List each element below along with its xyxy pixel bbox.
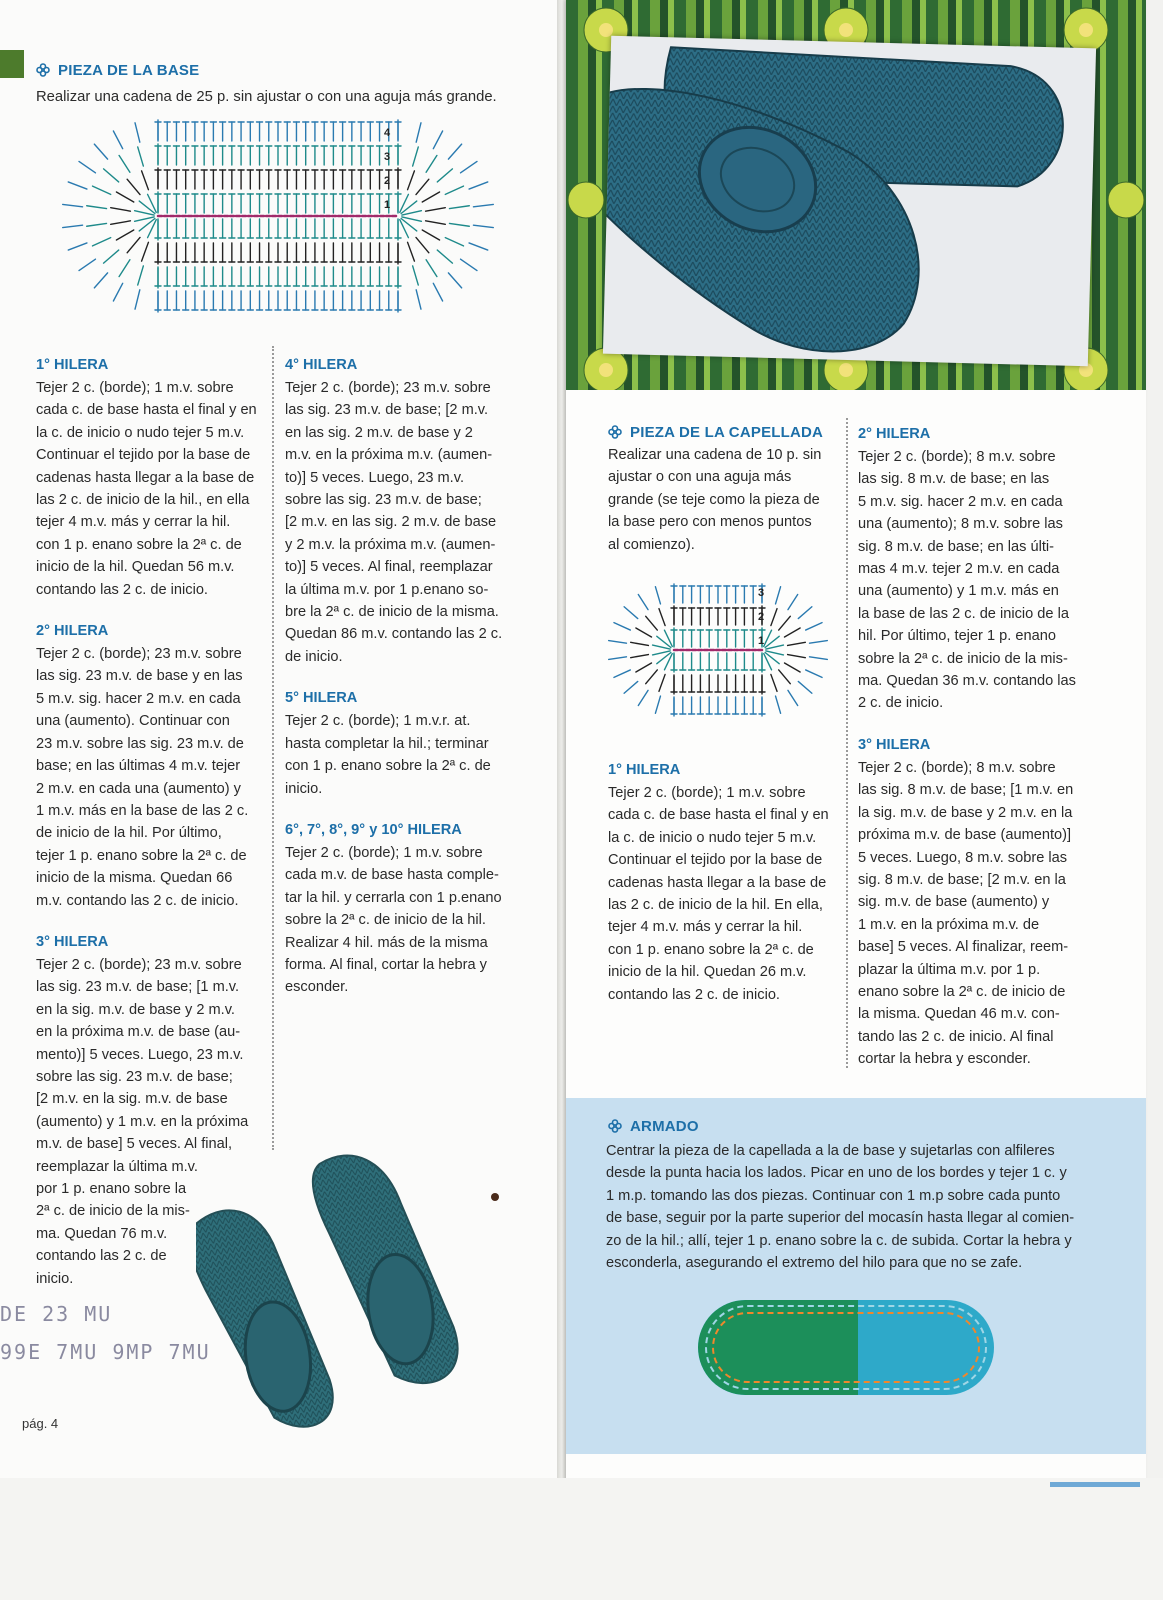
instruction-line: Tejer 2 c. (borde); 1 m.v. sobre [285,844,483,861]
capellada-intro [608,444,838,556]
instruction-line: Quedan 86 m.v. contando las 2 c. [285,626,503,643]
row-label: 3 [758,587,765,599]
instruction-line: 2ª c. de inicio de la mis- [36,1203,190,1220]
instruction-line: contando las 2 c. de inicio. [36,581,208,598]
handwritten-note-1: DE 23 MU [0,1302,113,1326]
instruction-line: Continuar el tejido por la base de [608,852,823,869]
row-heading: 6°, 7°, 8°, 9° y 10° HILERA [285,821,462,838]
capellada-col-1 [608,760,840,1006]
instruction-line: to)] 5 veces. Al final, reemplazar [285,559,493,576]
instruction-line: bre la 2ª c. de inicio de la misma. [285,604,499,621]
instruction-line: en las sig. 2 m.v. de base y 2 [285,424,473,441]
instruction-line: cortar la hebra y esconder. [858,1051,1031,1068]
instruction-line: la sig. m.v. de base y 2 m.v. en la [858,804,1073,821]
instruction-line: tar la hil. y cerrarla con 1 p.enano [285,889,502,906]
row-heading: 2° HILERA [36,623,109,640]
instruction-line: zo de la hil.; allí, tejer 1 p. enano sobre la c. de subida. Cortar la hebra y [606,1232,1072,1249]
instruction-line: con 1 p. enano sobre la 2ª c. de [285,758,491,775]
base-crochet-diagram [58,116,498,316]
row-instruction [285,688,525,800]
instruction-line: to)] 5 veces. Luego, 23 m.v. [285,469,465,486]
instruction-line: inicio de la hil. Quedan 26 m.v. [608,964,807,981]
capellada-section-title: PIEZA DE LA CAPELLADA [608,424,823,441]
instruction-line: sig. 8 m.v. de base; [2 m.v. en la [858,871,1066,888]
instruction-line: [2 m.v. en la sig. m.v. de base [36,1091,228,1108]
instruction-line: sobre las sig. 23 m.v. de base; [36,1068,233,1085]
row-label: 3 [384,151,391,163]
row-instruction [285,820,525,999]
flower-icon [36,63,50,77]
instruction-line: grande (se teje como la pieza de [608,491,820,508]
capellada-col-2 [858,424,1098,1071]
instruction-line: ajustar o con una aguja más [608,469,792,486]
base-section-title: PIEZA DE LA BASE [36,62,199,79]
moccasin-photo [603,36,1096,367]
instruction-line: [2 m.v. en las sig. 2 m.v. de base [285,514,497,531]
row-label: 2 [758,611,765,623]
next-page-edge [1050,1482,1140,1487]
instruction-line: sig. 8 m.v. de base; en las últi- [858,538,1055,555]
instruction-line: las sig. 23 m.v. de base y en las [36,668,243,685]
instruction-line: 5 veces. Luego, 8 m.v. sobre las [858,849,1068,866]
row-heading: 1° HILERA [36,357,109,373]
instruction-line: cada m.v. de base hasta comple- [285,867,499,884]
instruction-line: mas 4 m.v. tejer 2 m.v. en cada [858,561,1060,578]
instruction-line: Tejer 2 c. (borde); 23 m.v. sobre [36,956,242,973]
instruction-line: hil. Por último, tejer 1 p. enano [858,628,1056,645]
instruction-line: con 1 p. enano sobre la 2ª c. de [36,536,242,553]
base-intro: Realizar una cadena de 25 p. sin ajustar o con una aguja más grande. [36,89,497,105]
instruction-line: 5 m.v. sig. hacer 2 m.v. en cada [36,690,241,707]
instruction-line: las sig. 8 m.v. de base; [1 m.v. en [858,782,1074,799]
instruction-line: ma. Quedan 36 m.v. contando las [858,673,1076,690]
seam-stitches [712,1312,980,1383]
instruction-line: tando las 2 c. de inicio. Al final [858,1028,1054,1045]
instruction-line: la misma. Quedan 46 m.v. con- [858,1006,1060,1023]
row-heading: 4° HILERA [285,357,358,373]
instruction-line: Realizar 4 hil. más de la misma [285,934,488,951]
instruction-line: contando las 2 c. de inicio. [608,986,780,1003]
row-label: 1 [758,635,765,647]
instruction-line: de inicio. [285,648,343,665]
instruction-line: cada c. de base hasta el final y en [608,807,829,824]
instruction-line: la c. de inicio o nudo tejer 5 m.v. [608,829,817,846]
instruction-line: una (aumento); 8 m.v. sobre las [858,516,1063,533]
instruction-line: las sig. 8 m.v. de base; en las [858,471,1050,488]
row-instruction [858,424,1098,715]
instruction-line: Tejer 2 c. (borde); 23 m.v. sobre [36,646,242,663]
instruction-line: Tejer 2 c. (borde); 8 m.v. sobre [858,449,1056,465]
instruction-line: 23 m.v. sobre las sig. 23 m.v. de [36,735,244,752]
instruction-line: inicio. [36,1270,74,1287]
instruction-line: inicio de la misma. Quedan 66 [36,870,233,887]
instruction-line: tejer 1 p. enano sobre la 2ª c. de [36,847,247,864]
scan-background [0,1478,1163,1600]
row-instruction [285,355,525,668]
capellada-crochet-diagram [606,574,836,724]
column-divider [846,418,848,1068]
instruction-line: en la sig. m.v. de base y 2 m.v. [36,1001,235,1018]
instruction-line: Tejer 2 c. (borde); 1 m.v. sobre [608,785,806,801]
instruction-line: reemplazar la última m.v. [36,1158,198,1175]
instruction-line: tejer 4 m.v. más y cerrar la hil. [36,514,231,531]
ink-spot [491,1193,499,1201]
instruction-line: sobre la 2ª c. de inicio de la hil. [285,912,486,929]
armado-text [606,1140,1106,1274]
instruction-line: las 2 c. de inicio de la hil., en ella [36,492,250,509]
column-divider [272,346,274,1150]
row-instruction [608,760,840,1006]
row-label: 2 [384,175,391,187]
instruction-line: Tejer 2 c. (borde); 8 m.v. sobre [858,759,1056,776]
instruction-line: al comienzo). [608,536,695,553]
instruction-line: la última m.v. por 1 p.enano so- [285,581,489,598]
instruction-line: Continuar el tejido por la base de [36,447,251,464]
row-instruction [36,621,266,912]
instruction-line: las sig. 23 m.v. de base; [1 m.v. [36,979,240,996]
instruction-line: base; en las últimas 4 m.v. tejer [36,758,241,775]
instruction-line: m.v. de base] 5 veces. Al final, [36,1136,233,1153]
armado-title: ARMADO [608,1118,699,1135]
instruction-line: 1 m.v. en la próxima m.v. de [858,916,1040,933]
instruction-line: enano sobre la 2ª c. de inicio de [858,983,1066,1000]
instruction-line: hasta completar la hil.; terminar [285,735,489,752]
instruction-line: próxima m.v. de base (aumento)] [858,827,1072,844]
instruction-line: cada c. de base hasta el final y en [36,402,257,419]
flower-icon [608,425,622,439]
instruction-line: inicio de la hil. Quedan 56 m.v. [36,559,235,576]
instruction-line: Tejer 2 c. (borde); 1 m.v.r. at. [285,713,471,730]
instruction-line: una (aumento) y 1 m.v. más en [858,583,1059,600]
instruction-line: una (aumento). Continuar con [36,713,230,730]
row-heading: 2° HILERA [858,426,931,442]
instruction-line: base] 5 veces. Al finalizar, reem- [858,939,1069,956]
instruction-line: ma. Quedan 76 m.v. [36,1225,168,1242]
instruction-line: mento)] 5 veces. Luego, 23 m.v. [36,1046,244,1063]
instruction-line: de inicio de la hil. Por último, [36,825,222,842]
instruction-line: plazar la última m.v. por 1 p. [858,961,1041,978]
row-instruction [36,355,266,601]
instruction-line: sobre la 2ª c. de inicio de la mis- [858,650,1068,667]
instruction-line: la base pero con menos puntos [608,514,812,531]
instruction-line: cadenas hasta llegar a la base de [608,874,827,891]
instruction-line: las sig. 23 m.v. de base; [2 m.v. [285,402,489,419]
instruction-line: m.v. en la próxima m.v. (aumen- [285,447,493,464]
instruction-line: cadenas hasta llegar a la base de [36,469,255,486]
instruction-line: las 2 c. de inicio de la hil. En ella, [608,897,823,914]
instruction-line: tejer 4 m.v. más y cerrar la hil. [608,919,803,936]
instruction-line: desde la punta hacia los lados. Picar en uno de los bordes y tejer 1 c. y [606,1165,1067,1182]
instruction-line: esconder. [285,979,349,996]
instruction-line: 2 c. de inicio. [858,695,944,712]
instruction-line: (aumento) y 1 m.v. en la próxima [36,1113,249,1130]
row-heading: 3° HILERA [858,736,931,753]
instruction-line: sobre las sig. 23 m.v. de base; [285,492,482,509]
instruction-line: esconderla, asegurando el extremo del hilo para que no se zafe. [606,1255,1023,1272]
instruction-line: con 1 p. enano sobre la 2ª c. de [608,941,814,958]
slippers-photo [196,1140,526,1430]
row-label: 1 [384,199,391,211]
row-instruction [858,735,1098,1071]
instruction-line: Realizar una cadena de 10 p. sin [608,447,822,463]
handwritten-note-2: 99E 7MU 9MP 7MU [0,1340,211,1364]
instruction-line: 1 m.p. tomando las dos piezas. Continuar con 1 m.p sobre cada punto [606,1187,1061,1204]
instruction-line: la c. de inicio o nudo tejer 5 m.v. [36,424,245,441]
instruction-line: y 2 m.v. la próxima m.v. (aumen- [285,536,496,553]
instruction-line: inicio. [285,780,323,797]
row-label: 4 [384,127,391,139]
instruction-line: m.v. contando las 2 c. de inicio. [36,892,239,909]
instruction-line: la base de las 2 c. de inicio de la [858,605,1069,622]
green-corner-marker [0,50,24,78]
instruction-line: Tejer 2 c. (borde); 1 m.v. sobre [36,380,234,396]
instruction-line: contando las 2 c. de [36,1248,167,1265]
instruction-line: por 1 p. enano sobre la [36,1181,187,1197]
instruction-line: 1 m.v. más en la base de las 2 c. [36,802,249,819]
row-heading: 5° HILERA [285,690,358,707]
instruction-line: Centrar la pieza de la capellada a la de base y sujetarlas con alfileres [606,1143,1055,1159]
page-number: pág. 4 [22,1416,59,1431]
instruction-line: de base, seguir por la parte superior del mocasín hasta llegar al comien- [606,1210,1075,1227]
instruction-line: 5 m.v. sig. hacer 2 m.v. en cada [858,493,1063,510]
row-heading: 1° HILERA [608,762,681,778]
instruction-line: forma. Al final, cortar la hebra y [285,956,487,973]
row-heading: 3° HILERA [36,933,109,950]
base-col-2 [285,355,525,999]
flower-icon [608,1119,622,1133]
instruction-line: en la próxima m.v. de base (au- [36,1024,241,1041]
instruction-line: 2 m.v. en cada una (aumento) y [36,780,241,797]
instruction-line: sig. m.v. de base (aumento) y [858,894,1050,911]
instruction-line: Tejer 2 c. (borde); 23 m.v. sobre [285,380,491,396]
